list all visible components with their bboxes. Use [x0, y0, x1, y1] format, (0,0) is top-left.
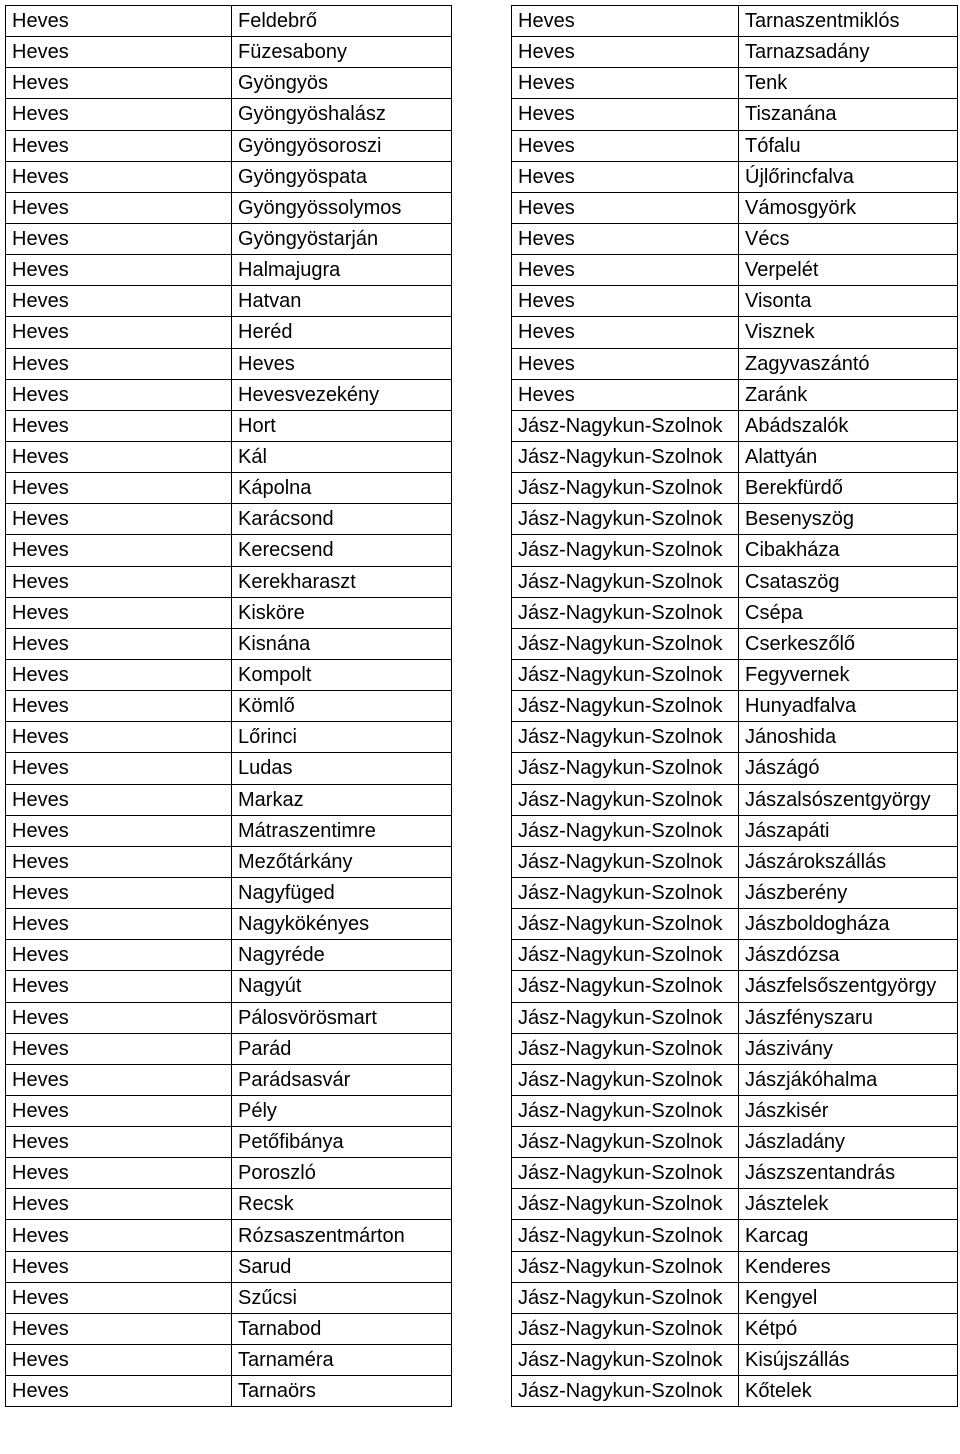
settlement-cell: Karcag: [739, 1220, 958, 1251]
table-row: [6, 659, 452, 690]
county-cell: Heves: [512, 255, 739, 286]
table-row: [512, 1064, 958, 1095]
county-cell: Heves: [512, 317, 739, 348]
county-cell: Jász-Nagykun-Szolnok: [512, 971, 739, 1002]
county-cell: Heves: [6, 130, 232, 161]
table-row: [6, 1033, 452, 1064]
settlement-cell: Poroszló: [232, 1158, 452, 1189]
table-row: [512, 1002, 958, 1033]
settlement-cell: Tiszanána: [739, 99, 958, 130]
table-row: [6, 1376, 452, 1407]
settlement-cell: Jászfelsőszentgyörgy: [739, 971, 958, 1002]
table-row: [512, 753, 958, 784]
table-row: [512, 722, 958, 753]
county-cell: Heves: [6, 1189, 232, 1220]
settlement-cell: Tarnabod: [232, 1313, 452, 1344]
table-row: [6, 1095, 452, 1126]
county-cell: Heves: [512, 348, 739, 379]
settlement-cell: Jászivány: [739, 1033, 958, 1064]
table-row: [512, 815, 958, 846]
county-cell: Heves: [6, 877, 232, 908]
settlement-cell: Kömlő: [232, 691, 452, 722]
settlement-cell: Feldebrő: [232, 6, 452, 37]
county-cell: Heves: [512, 68, 739, 99]
county-cell: Heves: [512, 6, 739, 37]
county-cell: Jász-Nagykun-Szolnok: [512, 909, 739, 940]
county-cell: Heves: [512, 99, 739, 130]
settlement-cell: Heréd: [232, 317, 452, 348]
settlement-cell: Kompolt: [232, 659, 452, 690]
settlement-cell: Vécs: [739, 223, 958, 254]
table-row: [6, 99, 452, 130]
settlement-cell: Gyöngyösoroszi: [232, 130, 452, 161]
table-row: [512, 940, 958, 971]
left-table-body: [6, 6, 452, 1407]
settlement-cell: Berekfürdő: [739, 473, 958, 504]
settlement-cell: Visonta: [739, 286, 958, 317]
county-cell: Heves: [6, 68, 232, 99]
settlement-cell: Kisköre: [232, 597, 452, 628]
settlement-cell: Gyöngyöspata: [232, 161, 452, 192]
table-row: [6, 473, 452, 504]
settlement-cell: Kisújszállás: [739, 1345, 958, 1376]
county-cell: Heves: [6, 286, 232, 317]
county-cell: Jász-Nagykun-Szolnok: [512, 1313, 739, 1344]
table-row: [512, 1189, 958, 1220]
table-row: [6, 192, 452, 223]
county-cell: Heves: [6, 1064, 232, 1095]
table-row: [6, 909, 452, 940]
table-row: [512, 691, 958, 722]
settlement-cell: Mátraszentimre: [232, 815, 452, 846]
county-cell: Jász-Nagykun-Szolnok: [512, 1220, 739, 1251]
table-row: [512, 6, 958, 37]
settlement-cell: Kenderes: [739, 1251, 958, 1282]
table-row: [512, 628, 958, 659]
settlement-cell: Nagyréde: [232, 940, 452, 971]
table-row: [6, 877, 452, 908]
table-row: [512, 504, 958, 535]
table-row: [512, 37, 958, 68]
settlement-cell: Kétpó: [739, 1313, 958, 1344]
settlement-cell: Mezőtárkány: [232, 846, 452, 877]
county-cell: Heves: [6, 504, 232, 535]
county-cell: Jász-Nagykun-Szolnok: [512, 535, 739, 566]
settlement-cell: Jászjákóhalma: [739, 1064, 958, 1095]
table-row: [512, 1282, 958, 1313]
table-row: [6, 379, 452, 410]
table-row: [6, 1313, 452, 1344]
county-cell: Heves: [6, 99, 232, 130]
settlement-cell: Zagyvaszántó: [739, 348, 958, 379]
county-cell: Heves: [6, 1158, 232, 1189]
settlement-cell: Füzesabony: [232, 37, 452, 68]
table-row: [6, 317, 452, 348]
county-cell: Heves: [512, 192, 739, 223]
settlement-cell: Hatvan: [232, 286, 452, 317]
county-cell: Heves: [6, 784, 232, 815]
county-cell: Jász-Nagykun-Szolnok: [512, 473, 739, 504]
settlement-cell: Jászszentandrás: [739, 1158, 958, 1189]
table-row: [512, 161, 958, 192]
settlement-cell: Gyöngyöstarján: [232, 223, 452, 254]
settlement-cell: Halmajugra: [232, 255, 452, 286]
settlement-cell: Petőfibánya: [232, 1127, 452, 1158]
settlement-cell: Recsk: [232, 1189, 452, 1220]
settlement-cell: Tarnaméra: [232, 1345, 452, 1376]
table-row: [512, 659, 958, 690]
table-row: [512, 971, 958, 1002]
county-cell: Heves: [512, 161, 739, 192]
county-cell: Jász-Nagykun-Szolnok: [512, 1345, 739, 1376]
settlement-cell: Alattyán: [739, 441, 958, 472]
settlement-cell: Heves: [232, 348, 452, 379]
settlement-cell: Visznek: [739, 317, 958, 348]
settlement-cell: Tarnaszentmiklós: [739, 6, 958, 37]
table-row: [512, 1033, 958, 1064]
table-row: [6, 348, 452, 379]
table-row: [6, 504, 452, 535]
settlement-cell: Zaránk: [739, 379, 958, 410]
county-cell: Heves: [6, 722, 232, 753]
table-row: [6, 628, 452, 659]
county-cell: Jász-Nagykun-Szolnok: [512, 1127, 739, 1158]
table-row: [512, 1251, 958, 1282]
county-cell: Jász-Nagykun-Szolnok: [512, 877, 739, 908]
table-row: [512, 99, 958, 130]
table-row: [6, 1345, 452, 1376]
county-cell: Jász-Nagykun-Szolnok: [512, 784, 739, 815]
county-cell: Jász-Nagykun-Szolnok: [512, 1158, 739, 1189]
table-row: [6, 410, 452, 441]
county-cell: Heves: [6, 223, 232, 254]
county-cell: Heves: [6, 628, 232, 659]
table-row: [6, 566, 452, 597]
table-row: [512, 566, 958, 597]
county-cell: Heves: [6, 971, 232, 1002]
table-row: [6, 1282, 452, 1313]
county-cell: Jász-Nagykun-Szolnok: [512, 597, 739, 628]
table-row: [6, 6, 452, 37]
settlement-cell: Kápolna: [232, 473, 452, 504]
settlement-cell: Jásztelek: [739, 1189, 958, 1220]
county-cell: Jász-Nagykun-Szolnok: [512, 815, 739, 846]
settlement-cell: Tarnaörs: [232, 1376, 452, 1407]
table-row: [6, 1220, 452, 1251]
table-row: [512, 535, 958, 566]
county-cell: Jász-Nagykun-Szolnok: [512, 940, 739, 971]
settlement-cell: Karácsond: [232, 504, 452, 535]
county-cell: Heves: [6, 940, 232, 971]
county-cell: Heves: [6, 535, 232, 566]
table-row: [512, 68, 958, 99]
county-cell: Heves: [6, 379, 232, 410]
settlement-cell: Gyöngyöshalász: [232, 99, 452, 130]
settlement-cell: Nagyfüged: [232, 877, 452, 908]
table-row: [6, 286, 452, 317]
settlement-cell: Fegyvernek: [739, 659, 958, 690]
county-cell: Jász-Nagykun-Szolnok: [512, 722, 739, 753]
table-row: [512, 130, 958, 161]
table-row: [512, 255, 958, 286]
settlement-cell: Jánoshida: [739, 722, 958, 753]
table-row: [512, 348, 958, 379]
table-row: [512, 1313, 958, 1344]
table-row: [512, 441, 958, 472]
settlement-cell: Nagykökényes: [232, 909, 452, 940]
county-cell: Heves: [512, 37, 739, 68]
county-cell: Jász-Nagykun-Szolnok: [512, 1189, 739, 1220]
county-cell: Jász-Nagykun-Szolnok: [512, 691, 739, 722]
table-row: [6, 130, 452, 161]
table-row: [6, 68, 452, 99]
settlement-cell: Kengyel: [739, 1282, 958, 1313]
settlement-cell: Rózsaszentmárton: [232, 1220, 452, 1251]
settlement-cell: Sarud: [232, 1251, 452, 1282]
county-cell: Jász-Nagykun-Szolnok: [512, 1095, 739, 1126]
table-row: [6, 1251, 452, 1282]
county-cell: Heves: [6, 441, 232, 472]
settlement-cell: Tenk: [739, 68, 958, 99]
settlement-cell: Kőtelek: [739, 1376, 958, 1407]
county-cell: Heves: [6, 317, 232, 348]
settlement-cell: Jászladány: [739, 1127, 958, 1158]
settlement-cell: Vámosgyörk: [739, 192, 958, 223]
settlement-cell: Jászalsószentgyörgy: [739, 784, 958, 815]
county-cell: Jász-Nagykun-Szolnok: [512, 753, 739, 784]
settlement-cell: Cibakháza: [739, 535, 958, 566]
settlement-cell: Jászdózsa: [739, 940, 958, 971]
settlement-cell: Tófalu: [739, 130, 958, 161]
settlement-cell: Jászárokszállás: [739, 846, 958, 877]
county-cell: Heves: [6, 410, 232, 441]
county-cell: Heves: [6, 846, 232, 877]
table-row: [6, 441, 452, 472]
county-cell: Heves: [6, 37, 232, 68]
table-row: [512, 192, 958, 223]
county-cell: Jász-Nagykun-Szolnok: [512, 441, 739, 472]
table-row: [6, 691, 452, 722]
settlement-cell: Parád: [232, 1033, 452, 1064]
settlement-cell: Hunyadfalva: [739, 691, 958, 722]
settlement-cell: Markaz: [232, 784, 452, 815]
table-row: [6, 846, 452, 877]
settlement-cell: Újlőrincfalva: [739, 161, 958, 192]
county-cell: Heves: [6, 691, 232, 722]
county-cell: Heves: [512, 223, 739, 254]
county-cell: Heves: [6, 1251, 232, 1282]
table-row: [6, 722, 452, 753]
table-row: [6, 815, 452, 846]
table-row: [6, 1002, 452, 1033]
settlement-cell: Csépa: [739, 597, 958, 628]
settlement-cell: Pély: [232, 1095, 452, 1126]
county-cell: Heves: [6, 815, 232, 846]
settlement-cell: Hevesvezekény: [232, 379, 452, 410]
county-cell: Heves: [6, 6, 232, 37]
table-row: [6, 940, 452, 971]
county-cell: Jász-Nagykun-Szolnok: [512, 1002, 739, 1033]
table-row: [512, 909, 958, 940]
county-cell: Heves: [6, 1127, 232, 1158]
table-row: [512, 317, 958, 348]
table-row: [512, 286, 958, 317]
settlement-cell: Nagyút: [232, 971, 452, 1002]
table-row: [6, 535, 452, 566]
settlement-cell: Ludas: [232, 753, 452, 784]
table-row: [6, 161, 452, 192]
county-cell: Jász-Nagykun-Szolnok: [512, 1282, 739, 1313]
county-cell: Jász-Nagykun-Szolnok: [512, 1033, 739, 1064]
county-cell: Heves: [6, 1313, 232, 1344]
county-cell: Jász-Nagykun-Szolnok: [512, 628, 739, 659]
settlement-cell: Jászberény: [739, 877, 958, 908]
table-row: [6, 255, 452, 286]
county-cell: Heves: [6, 1345, 232, 1376]
county-cell: Heves: [6, 659, 232, 690]
county-cell: Jász-Nagykun-Szolnok: [512, 1251, 739, 1282]
settlement-cell: Jászágó: [739, 753, 958, 784]
settlement-cell: Gyöngyössolymos: [232, 192, 452, 223]
table-row: [512, 784, 958, 815]
table-row: [6, 37, 452, 68]
county-cell: Heves: [512, 286, 739, 317]
table-row: [512, 597, 958, 628]
county-cell: Heves: [6, 348, 232, 379]
county-cell: Heves: [6, 1282, 232, 1313]
settlement-cell: Kisnána: [232, 628, 452, 659]
table-row: [512, 1376, 958, 1407]
county-cell: Heves: [6, 161, 232, 192]
county-cell: Heves: [6, 753, 232, 784]
settlement-cell: Jászkisér: [739, 1095, 958, 1126]
settlement-cell: Kerecsend: [232, 535, 452, 566]
table-row: [6, 1127, 452, 1158]
county-cell: Heves: [512, 130, 739, 161]
county-cell: Heves: [6, 1033, 232, 1064]
right-settlement-table: [511, 5, 958, 1407]
settlement-cell: Tarnazsadány: [739, 37, 958, 68]
table-row: [6, 784, 452, 815]
county-cell: Heves: [6, 473, 232, 504]
settlement-cell: Kál: [232, 441, 452, 472]
settlement-cell: Hort: [232, 410, 452, 441]
settlement-cell: Jászfényszaru: [739, 1002, 958, 1033]
county-cell: Jász-Nagykun-Szolnok: [512, 1376, 739, 1407]
county-cell: Heves: [6, 192, 232, 223]
county-cell: Heves: [6, 1002, 232, 1033]
county-cell: Heves: [6, 1220, 232, 1251]
settlement-cell: Abádszalók: [739, 410, 958, 441]
county-cell: Jász-Nagykun-Szolnok: [512, 410, 739, 441]
right-table-body: [512, 6, 958, 1407]
settlement-cell: Besenyszög: [739, 504, 958, 535]
county-cell: Heves: [6, 566, 232, 597]
county-cell: Jász-Nagykun-Szolnok: [512, 659, 739, 690]
county-cell: Heves: [6, 597, 232, 628]
table-row: [512, 846, 958, 877]
county-cell: Heves: [6, 1095, 232, 1126]
county-cell: Heves: [6, 255, 232, 286]
table-row: [6, 1158, 452, 1189]
table-row: [6, 1189, 452, 1220]
table-row: [6, 1064, 452, 1095]
settlement-cell: Gyöngyös: [232, 68, 452, 99]
table-row: [512, 410, 958, 441]
table-row: [6, 753, 452, 784]
settlement-cell: Csataszög: [739, 566, 958, 597]
table-row: [6, 223, 452, 254]
settlement-cell: Verpelét: [739, 255, 958, 286]
table-row: [512, 877, 958, 908]
settlement-cell: Pálosvörösmart: [232, 1002, 452, 1033]
settlement-cell: Szűcsi: [232, 1282, 452, 1313]
county-cell: Jász-Nagykun-Szolnok: [512, 504, 739, 535]
table-row: [512, 1158, 958, 1189]
table-row: [6, 597, 452, 628]
table-row: [512, 1095, 958, 1126]
settlement-cell: Jászboldogháza: [739, 909, 958, 940]
settlement-cell: Cserkeszőlő: [739, 628, 958, 659]
table-row: [512, 1220, 958, 1251]
county-cell: Jász-Nagykun-Szolnok: [512, 846, 739, 877]
settlement-cell: Parádsasvár: [232, 1064, 452, 1095]
settlement-cell: Lőrinci: [232, 722, 452, 753]
settlement-cell: Kerekharaszt: [232, 566, 452, 597]
table-row: [512, 379, 958, 410]
table-row: [512, 473, 958, 504]
county-cell: Heves: [6, 909, 232, 940]
table-row: [512, 1345, 958, 1376]
county-cell: Heves: [6, 1376, 232, 1407]
table-row: [512, 1127, 958, 1158]
table-row: [6, 971, 452, 1002]
county-cell: Jász-Nagykun-Szolnok: [512, 1064, 739, 1095]
settlement-cell: Jászapáti: [739, 815, 958, 846]
county-cell: Jász-Nagykun-Szolnok: [512, 566, 739, 597]
left-settlement-table: [5, 5, 452, 1407]
table-row: [512, 223, 958, 254]
county-cell: Heves: [512, 379, 739, 410]
